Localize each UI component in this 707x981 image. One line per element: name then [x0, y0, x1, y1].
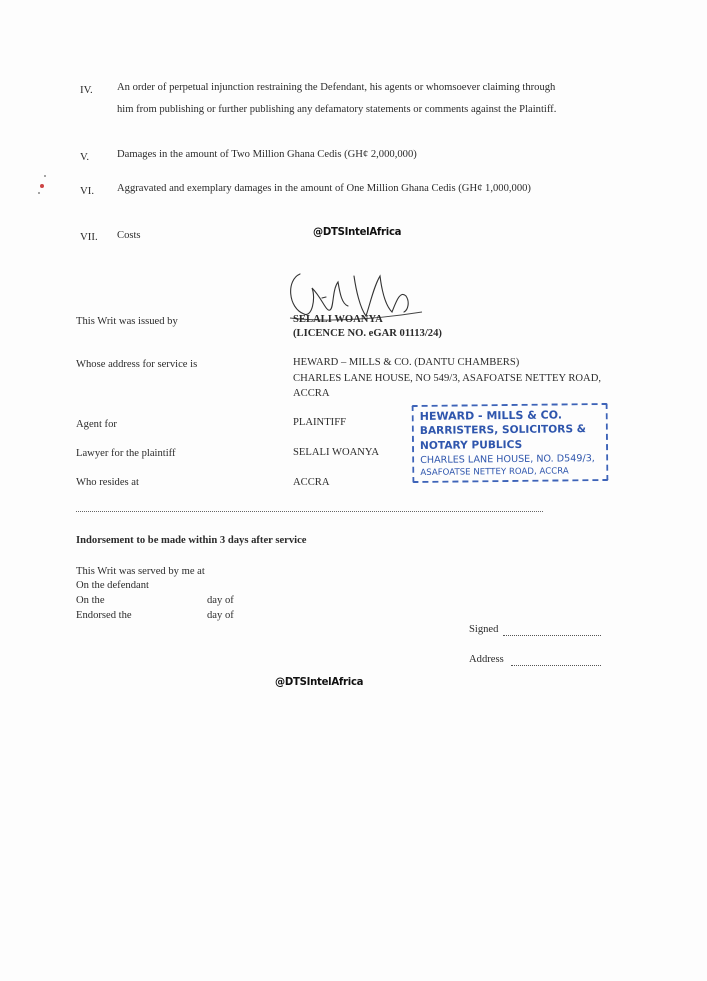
watermark-handle-bottom: @DTSIntelAfrica — [275, 675, 364, 688]
firm-stamp — [412, 403, 609, 483]
item-iv-line1: An order of perpetual injunction restraining the Defendant, his agents or whomsoever claiming through — [117, 82, 556, 93]
issued-by-label: This Writ was issued by — [76, 316, 178, 327]
address-line-1: HEWARD – MILLS & CO. (DANTU CHAMBERS) — [293, 357, 520, 368]
day-of-2: day of — [207, 610, 234, 621]
item-numeral-iv: IV. — [80, 84, 93, 96]
day-of-1: day of — [207, 595, 234, 606]
on-defendant-line: On the defendant — [76, 580, 149, 591]
address-line-2: CHARLES LANE HOUSE, NO 549/3, ASAFOATSE NETTEY ROAD, — [293, 373, 602, 384]
item-v-text: Damages in the amount of Two Million Ghana Cedis (GH¢ 2,000,000) — [117, 149, 417, 160]
issued-by-name: SELALI WOANYA — [293, 314, 383, 325]
margin-speck — [40, 184, 44, 188]
signature-address-label: Address — [469, 654, 504, 665]
dotted-separator — [76, 511, 543, 512]
resides-value: ACCRA — [293, 477, 330, 488]
margin-speck — [38, 192, 40, 194]
item-vii-text: Costs — [117, 230, 141, 241]
watermark-handle: @DTSIntelAfrica — [313, 225, 402, 238]
stamp-line-4: CHARLES LANE HOUSE, NO. D549/3, — [420, 453, 595, 466]
item-numeral-vi: VI. — [80, 185, 95, 197]
stamp-line-2: BARRISTERS, SOLICITORS & — [419, 423, 587, 437]
margin-speck — [44, 175, 46, 177]
resides-label: Who resides at — [76, 477, 139, 488]
address-field — [511, 656, 601, 666]
lawyer-value: SELALI WOANYA — [293, 447, 380, 458]
signed-label: Signed — [469, 624, 499, 635]
item-numeral-v: V. — [80, 151, 90, 163]
agent-value: PLAINTIFF — [293, 417, 346, 428]
address-line-3: ACCRA — [293, 388, 330, 399]
agent-label: Agent for — [76, 419, 117, 430]
licence-number: (LICENCE NO. eGAR 01113/24) — [293, 328, 442, 339]
item-iv-line2: him from publishing or further publishing any defamatory statements or comments against the Plaintiff. — [117, 104, 557, 115]
endorsed-the-line: Endorsed the — [76, 610, 132, 621]
address-label: Whose address for service is — [76, 359, 198, 370]
item-vi-text: Aggravated and exemplary damages in the amount of One Million Ghana Cedis (GH¢ 1,000,000) — [117, 183, 531, 194]
indorsement-heading: Indorsement to be made within 3 days after service — [76, 535, 307, 546]
served-by-line: This Writ was served by me at — [76, 566, 205, 577]
item-numeral-vii: VII. — [80, 231, 98, 243]
stamp-line-3: NOTARY PUBLICS — [419, 438, 523, 452]
on-the-line: On the — [76, 595, 105, 606]
signed-field — [503, 626, 601, 636]
stamp-line-5: ASAFOATSE NETTEY ROAD, ACCRA — [420, 466, 569, 478]
stamp-line-1: HEWARD - MILLS & CO. — [419, 408, 563, 423]
lawyer-label: Lawyer for the plaintiff — [76, 448, 176, 459]
